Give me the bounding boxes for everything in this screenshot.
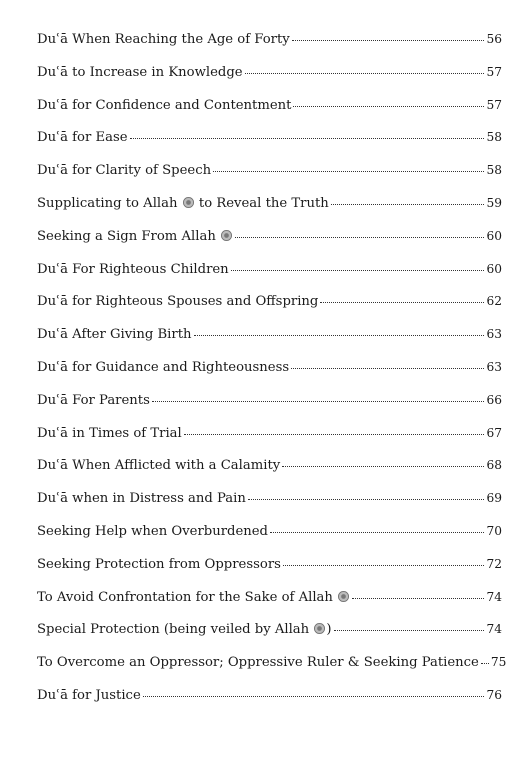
toc-entry-title-text: Duʿā in Times of Trial <box>37 425 182 441</box>
toc-entry[interactable] <box>37 131 502 164</box>
toc-entry-title-text: Duʿā When Afflicted with a Calamity <box>37 458 281 474</box>
dot-leader <box>291 368 484 369</box>
toc-entry[interactable] <box>37 361 502 394</box>
toc-entry-title <box>37 99 291 112</box>
toc-entry-title-text-after: to Reveal the Truth <box>198 195 329 211</box>
toc-entry-title <box>37 361 289 374</box>
dot-leader <box>270 532 484 533</box>
toc-entry-title-text: Special Protection (being veiled by Allah <box>37 622 310 638</box>
toc-entry[interactable] <box>37 33 502 66</box>
toc-entry-title <box>37 394 150 407</box>
toc-entry-title <box>37 197 329 210</box>
toc-entry-page-number: 60 <box>486 261 502 276</box>
toc-entry-title <box>37 427 182 440</box>
toc-entry[interactable] <box>37 558 502 591</box>
dot-leader <box>293 106 484 107</box>
toc-entry-page-number: 62 <box>486 294 502 309</box>
toc-entry-title-text: Duʿā For Parents <box>37 392 150 408</box>
dot-leader <box>235 237 484 238</box>
dot-leader <box>245 73 485 74</box>
toc-entry[interactable] <box>37 230 502 263</box>
toc-entry-page-number: 56 <box>486 32 502 46</box>
honorific-glyph-icon <box>314 623 325 634</box>
toc-entry-page-number: 75 <box>490 655 507 670</box>
dot-leader <box>334 630 485 631</box>
toc-entry-title-text: Supplicating to Allah <box>37 195 178 211</box>
toc-entry-title-text: Seeking a Sign From Allah <box>37 228 216 244</box>
toc-entry-title <box>37 591 350 604</box>
dot-leader <box>213 171 484 172</box>
toc-entry-title-text: Duʿā When Reaching the Age of Forty <box>37 32 290 47</box>
toc-entry-title <box>37 656 479 669</box>
toc-entry[interactable] <box>37 394 502 427</box>
toc-entry-title-text: Duʿā for Justice <box>37 687 141 703</box>
dot-leader <box>282 466 484 467</box>
toc-entry-page-number: 74 <box>486 622 502 637</box>
toc-entry[interactable] <box>37 655 507 689</box>
toc-entry-title-text: Duʿā for Guidance and Righteousness <box>37 359 290 375</box>
dot-leader <box>331 204 485 205</box>
dot-leader <box>231 270 485 271</box>
toc-entry-page-number: 57 <box>486 64 502 79</box>
dot-leader <box>481 663 489 664</box>
toc-entry-title-text: Duʿā when in Distress and Pain <box>37 491 246 507</box>
toc-entry-title-text: Duʿā for Clarity of Speech <box>37 163 212 179</box>
toc-entry[interactable] <box>37 164 502 197</box>
toc-entry-page-number: 68 <box>486 458 502 473</box>
toc-entry-title-text: Duʿā for Righteous Spouses and Offspring <box>37 294 319 310</box>
toc-entry-title <box>37 66 243 79</box>
toc-entry-title <box>37 459 280 472</box>
toc-entry[interactable] <box>37 295 502 328</box>
toc-entry-title-text: Seeking Protection from Oppressors <box>37 556 281 572</box>
toc-entry[interactable] <box>37 197 502 230</box>
toc-entry-title-text: Duʿā After Giving Birth <box>37 327 192 343</box>
dot-leader <box>143 696 485 697</box>
table-of-contents <box>37 32 507 722</box>
toc-entry-page-number: 66 <box>486 392 502 407</box>
toc-entry-title-text-after: ) <box>326 622 332 638</box>
toc-entry-page-number: 72 <box>486 556 502 571</box>
toc-entry[interactable] <box>37 492 502 525</box>
toc-entry-page-number: 63 <box>486 359 502 374</box>
toc-entry-title <box>37 33 290 46</box>
toc-entry-title-text: Seeking Help when Overburdened <box>37 523 269 539</box>
toc-entry[interactable] <box>37 459 502 492</box>
toc-entry-page-number: 69 <box>486 491 502 506</box>
dot-leader <box>320 302 484 303</box>
dot-leader <box>248 499 485 500</box>
toc-entry-title-text: To Overcome an Oppressor; Oppressive Ruler & Seeking Patience <box>37 655 479 671</box>
toc-entry-title <box>37 164 211 177</box>
toc-entry-title <box>37 623 332 636</box>
toc-entry-title-text: Duʿā for Confidence and Contentment <box>37 97 292 113</box>
toc-entry[interactable] <box>37 263 502 296</box>
toc-entry-page-number: 58 <box>486 163 502 178</box>
dot-leader <box>292 40 485 41</box>
toc-entry-page-number: 74 <box>486 589 502 604</box>
toc-entry-page-number: 58 <box>486 130 502 145</box>
toc-entry-page-number: 67 <box>486 425 502 440</box>
dot-leader <box>194 335 485 336</box>
toc-entry-title-text: Duʿā For Righteous Children <box>37 261 229 277</box>
toc-entry-title-text: Duʿā to Increase in Knowledge <box>37 64 243 80</box>
toc-entry[interactable] <box>37 689 502 722</box>
dot-leader <box>184 434 485 435</box>
toc-entry[interactable] <box>37 427 502 460</box>
dot-leader <box>152 401 485 402</box>
toc-entry[interactable] <box>37 591 502 624</box>
toc-entry-title <box>37 492 246 505</box>
toc-entry-title <box>37 263 229 276</box>
honorific-glyph-icon <box>221 230 232 241</box>
toc-entry-title <box>37 689 141 702</box>
honorific-glyph-icon <box>338 591 349 602</box>
toc-entry-page-number: 57 <box>486 97 502 112</box>
toc-entry-title-text: Duʿā for Ease <box>37 130 128 146</box>
toc-entry[interactable] <box>37 99 502 132</box>
toc-entry-page-number: 60 <box>486 228 502 243</box>
dot-leader <box>130 138 485 139</box>
toc-entry-page-number: 70 <box>486 523 502 538</box>
toc-entry-title <box>37 295 318 308</box>
toc-entry-title <box>37 131 128 144</box>
toc-entry[interactable] <box>37 328 502 361</box>
toc-entry-title-text: To Avoid Confrontation for the Sake of Allah <box>37 589 333 605</box>
toc-entry[interactable] <box>37 525 502 558</box>
toc-entry-title <box>37 328 192 341</box>
toc-entry[interactable] <box>37 66 502 99</box>
toc-entry-title <box>37 230 233 243</box>
toc-entry-page-number: 76 <box>486 687 502 702</box>
toc-entry-title <box>37 558 281 571</box>
toc-entry[interactable] <box>37 623 502 656</box>
toc-entry-title <box>37 525 268 538</box>
toc-entry-page-number: 63 <box>486 327 502 342</box>
toc-entry-page-number: 59 <box>486 195 502 210</box>
dot-leader <box>283 565 485 566</box>
dot-leader <box>352 598 484 599</box>
honorific-glyph-icon <box>183 197 194 208</box>
